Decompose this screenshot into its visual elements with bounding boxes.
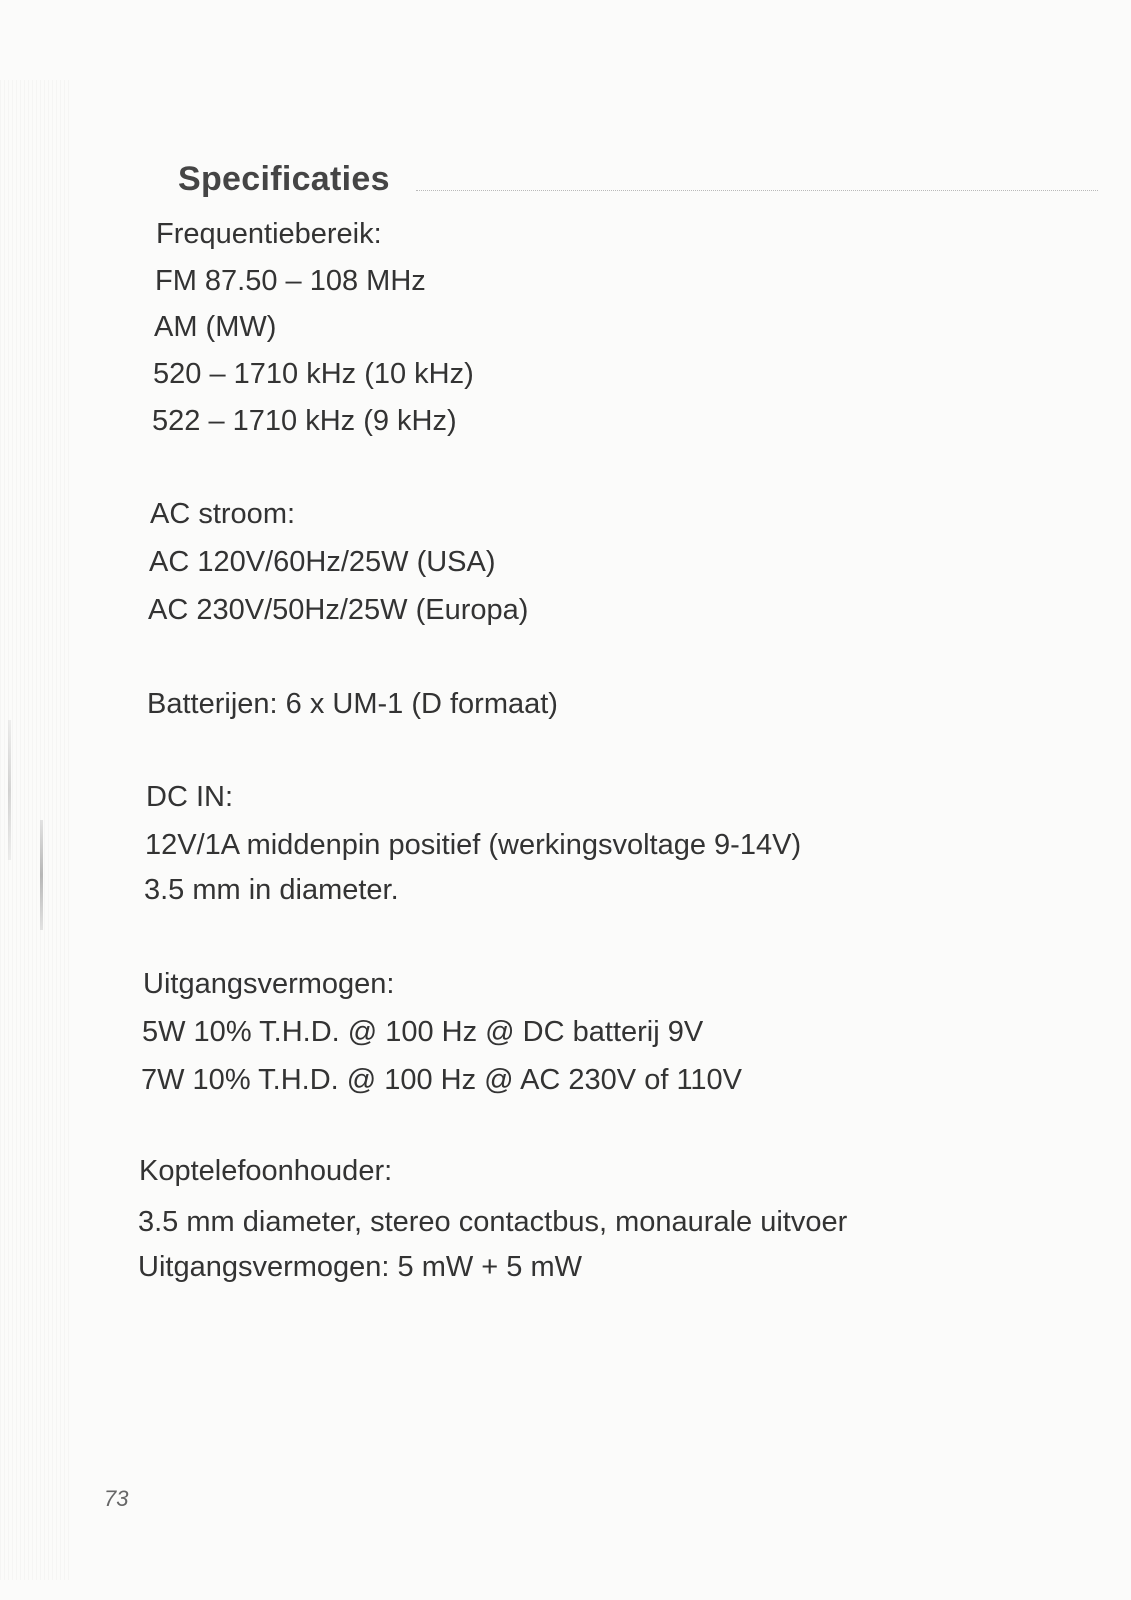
spec-line: 522 – 1710 kHz (9 kHz): [152, 405, 457, 437]
section-heading-dc-in: DC IN:: [146, 781, 233, 813]
spec-line: 12V/1A middenpin positief (werkingsvoltage 9-14V): [145, 829, 802, 861]
title-divider: [416, 190, 1098, 191]
spec-line: FM 87.50 – 108 MHz: [155, 265, 426, 297]
scan-artifact: [40, 820, 43, 930]
spec-line: 3.5 mm diameter, stereo contactbus, monaurale uitvoer: [138, 1206, 848, 1238]
spec-line: 520 – 1710 kHz (10 kHz): [153, 358, 474, 390]
spec-line: Uitgangsvermogen: 5 mW + 5 mW: [138, 1251, 583, 1283]
spec-line: 5W 10% T.H.D. @ 100 Hz @ DC batterij 9V: [142, 1016, 704, 1048]
section-heading-headphone: Koptelefoonhouder:: [139, 1155, 393, 1187]
spec-line: AC 120V/60Hz/25W (USA): [149, 546, 496, 578]
spec-line: 7W 10% T.H.D. @ 100 Hz @ AC 230V of 110V: [141, 1064, 743, 1096]
spec-line: AC 230V/50Hz/25W (Europa): [148, 594, 529, 626]
spec-line: 3.5 mm in diameter.: [144, 874, 399, 906]
section-heading-output-power: Uitgangsvermogen:: [143, 968, 395, 1000]
section-heading-frequency: Frequentiebereik:: [156, 218, 382, 250]
page-number: 73: [104, 1486, 129, 1511]
page-title: Specificaties: [178, 160, 390, 198]
section-heading-ac-power: AC stroom:: [150, 498, 296, 530]
section-heading-batteries: Batterijen: 6 x UM-1 (D formaat): [147, 688, 558, 720]
spec-line: AM (MW): [154, 311, 277, 343]
page-header: [178, 160, 1098, 200]
scan-artifact: [8, 720, 11, 860]
